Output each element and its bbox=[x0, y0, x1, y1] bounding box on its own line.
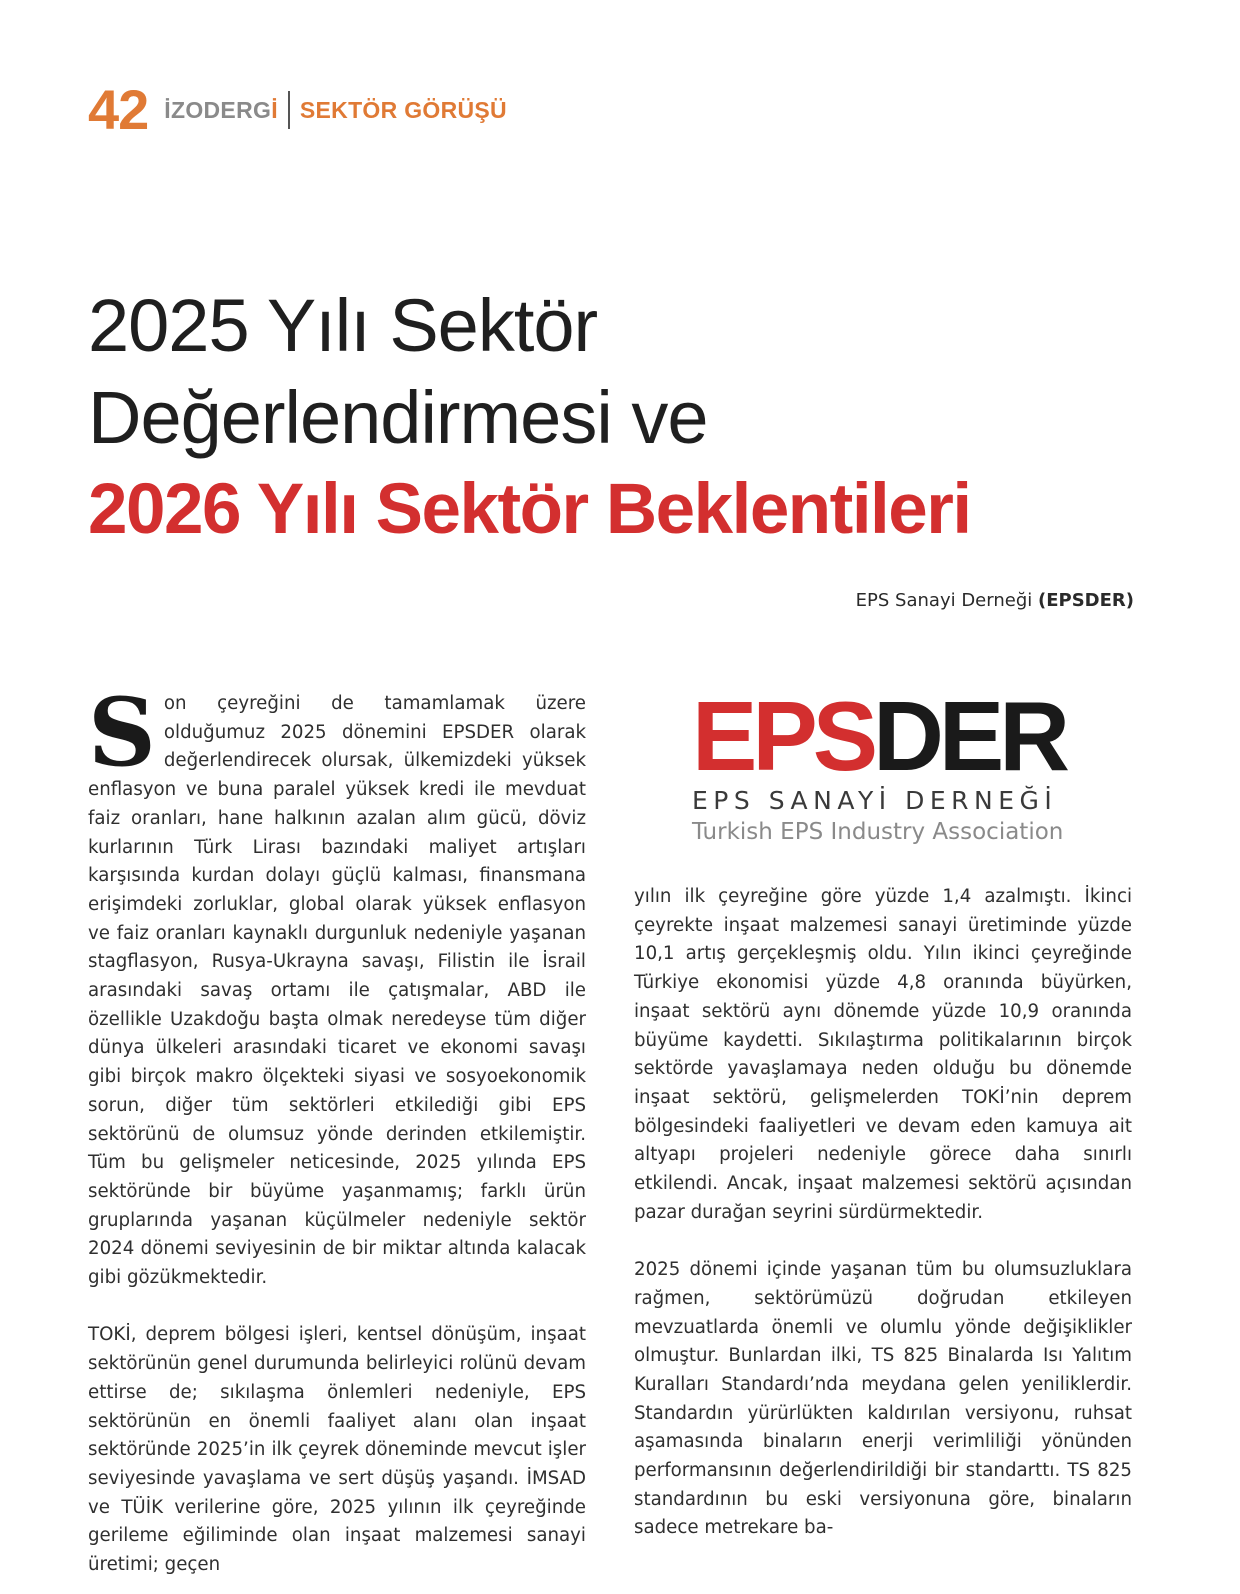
epsder-logo bbox=[692, 681, 1072, 845]
left-column bbox=[88, 678, 586, 1580]
paragraph-1 bbox=[88, 678, 586, 1293]
magazine-name-accent: İ bbox=[271, 96, 278, 123]
title-line-2: Değerlendirmesi ve bbox=[88, 376, 708, 459]
logo-wordmark-black: DER bbox=[873, 681, 1066, 791]
logo-wordmark bbox=[692, 681, 1072, 791]
right-column bbox=[634, 883, 1132, 1543]
paragraph-2: TOKİ, deprem bölgesi işleri, kentsel dönüşüm, inşaat sektörünün genel durumunda belirleyici rolünü devam ettirse de; sıkılaşma önlemleri nedeniyle, EPS sektörünün en önemli faaliyet alanı olan inşaat sektöründe 2025’in ilk çeyrek döneminde mevcut işler seviyesinde yavaşlama ve sert düşüş yaşandı. İMSAD ve TÜİK verilerine göre, 2025 yılının ilk çeyreğinde gerileme eğiliminde olan inşaat malzemesi sanayi üretimi; geçen bbox=[88, 1324, 586, 1576]
article-title bbox=[88, 280, 1168, 556]
author-name: EPS Sanayi Derneği bbox=[855, 590, 1033, 611]
title-line-3: 2026 Yılı Sektör Beklentileri bbox=[88, 470, 971, 549]
drop-cap: S bbox=[88, 678, 156, 788]
author-byline bbox=[856, 590, 1134, 611]
title-line-1: 2025 Yılı Sektör bbox=[88, 284, 598, 367]
author-abbreviation: (EPSDER) bbox=[1037, 590, 1134, 611]
page-number: 42 bbox=[88, 78, 149, 141]
logo-wordmark-red: EPS bbox=[692, 681, 874, 791]
magazine-name-main: İZODERG bbox=[164, 96, 272, 123]
logo-subtitle-tr: EPS SANAYİ DERNEĞİ bbox=[692, 786, 1058, 815]
paragraph-3: yılın ilk çeyreğine göre yüzde 1,4 azalmıştı. İkinci çeyrekte inşaat malzemesi sanayi üretiminde yüzde 10,1 artış gerçekleşmiş oldu. Yılın ikinci çeyreğinde Türkiye ekonomisi yüzde 4,8 oranında büyürken, inşaat sektörü aynı dönemde yüzde 10,9 oranında büyüme kaydetti. Sıkılaştırma politikalarının birçok sektörde yavaşlamaya neden olduğu bu dönemde inşaat sektörü, gelişmelerden TOKİ’nin deprem bölgesindeki faaliyetleri ve devam eden kamuya ait altyapı projeleri nedeniyle görece daha sınırlı etkilendi. Ancak, inşaat malzemesi sektörü açısından pazar durağan seyrini sürdürmektedir. bbox=[634, 886, 1132, 1223]
section-label: SEKTÖR GÖRÜŞÜ bbox=[299, 96, 507, 123]
page-header bbox=[88, 80, 507, 140]
magazine-name bbox=[164, 97, 278, 124]
paragraph-1-text: on çeyreğini de tamamlamak üzere olduğumuz 2025 dönemini EPSDER olarak değerlendirecek olursak, ülkemizdeki yüksek enflasyon ve buna paralel yüksek kredi ile mevduat faiz oranları, hane halkının azalan alım gücü, döviz kurlarının Türk Lirası bazındaki maliyet artışları karşısında kurdan dolayı güçlü kalması, finansmana erişimdeki zorluklar, global olarak yüksek enflasyon ve faiz oranları kaynaklı durgunluk nedeniyle yaşanan stagflasyon, Rusya-Ukrayna savaşı, Filistin ile İsrail arasındaki savaş ortamı ile çatışmalar, ABD ile özellikle Uzakdoğu başta olmak neredeyse tüm diğer dünya ülkeleri arasındaki ticaret ve ekonomi savaşı gibi birçok makro ölçekteki siyasi ve sosyoekonomik sorun, diğer tüm sektörleri etkilediği gibi EPS sektörünü de olumsuz yönde derinden etkilemiştir. Tüm bu gelişmeler neticesinde, 2025 yılında EPS sektöründe bir büyüme yaşanmamış; farklı ürün gruplarında yaşanan küçülmeler nedeniyle sektör 2024 dönemi seviyesinin de bir miktar altında kalacak gibi gözükmektedir. bbox=[88, 693, 586, 1289]
header-divider bbox=[288, 91, 290, 129]
logo-subtitle-en: Turkish EPS Industry Association bbox=[692, 819, 1064, 845]
paragraph-4: 2025 dönemi içinde yaşanan tüm bu olumsuzluklara rağmen, sektörümüzü doğrudan etkileyen mevzuatlarda önemli ve olumlu yönde değişiklikler olmuştur. Bunlardan ilki, TS 825 Binalarda Isı Yalıtım Kuralları Standardı’nda meydana gelen yeniliklerdir. Standardın yürürlükten kaldırılan versiyonu, ruhsat aşamasında binaların enerji verimliliği yönünden performansının değerlendirildiği bir standarttı. TS 825 standardının bu eski versiyonuna göre, binaların sadece metrekare ba- bbox=[634, 1259, 1132, 1539]
